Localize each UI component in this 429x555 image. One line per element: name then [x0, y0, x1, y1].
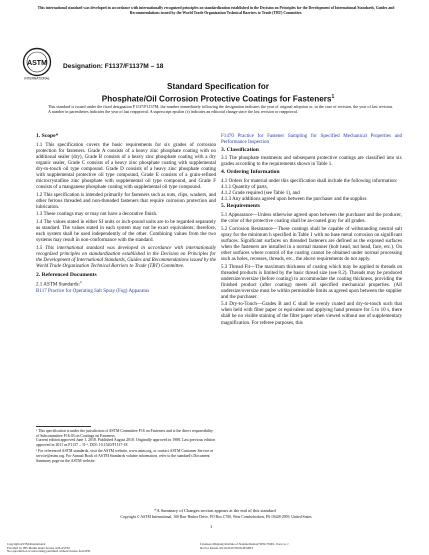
- license-notice-right: Licensee=Zhejiang Institute of Standardization/5959176001, User=w, J Not for Resale, 09/10/2019 00:06:48 MDT: [200, 542, 289, 550]
- para-1-5: 1.5 This international standard was developed in accordance with internationally recognized principles on standardization established in the Decision on Principles for the Development of International Standards, Guides and Recommendations issued by the World Trade Organization Technical Barriers to Trade (TBT) Committee.: [36, 244, 216, 269]
- para-4-1-2: 4.1.2 Grade required (see Table 1), and: [221, 189, 300, 196]
- footnote-1: ¹ This specification is under the jurisdiction of ASTM Committee F16 on Fasteners and is the direct responsibility of Subcommittee F16.03 on Coatings on Fasteners.: [36, 429, 214, 438]
- footnote-divider: [36, 426, 91, 427]
- standard-header-note: This international standard was developed in accordance with internationally recognized principles on standardization established in the Decision on Principles for the Development of International Standards, Guides and Recommendations issued by the World Trade Organization Technical Barriers to Trade (TBT) Committee.: [37, 6, 395, 15]
- para-5-4: 5.4 Dry-to-Touch—Grades B and C shall be evenly coated and dry-to-touch such that when held with filter paper or equivalent and applying hand pressure for 5 to 10 s, there shall be no visible staining of the filter paper when viewed without use of supplementary magnification. For referee purposes, this: [221, 301, 402, 326]
- para-4-1-3: 4.1.3 Any additions agreed upon between the purchaser and the supplier.: [221, 195, 368, 202]
- para-1-3: 1.3 These coatings may or may not have a decorative finish.: [36, 211, 158, 218]
- left-column: [36, 133, 216, 294]
- designation: Designation: F1137/F1137M – 18: [63, 63, 164, 70]
- ref-f1470-link[interactable]: F1470 Practice for Fastener Sampling for Specified Mechanical Properties and Performance Inspection: [221, 133, 402, 146]
- para-3-1: 3.1 The phosphate treatments and subsequent protective coatings are classified into six grades according to the requirements shown in Table 1.: [221, 155, 402, 168]
- right-column: [221, 133, 402, 326]
- summary-of-changes-note: *A Summary of Changes section appears at the end of this standard: [154, 508, 276, 513]
- footnotes: [36, 426, 216, 463]
- para-2-1: 2.1 ASTM Standards:$^2$: [36, 279, 82, 288]
- ref-b117-link[interactable]: B117 Practice for Operating Salt Spray (Fog) Apparatus: [36, 287, 150, 294]
- title-line-1: Standard Specification for: [167, 82, 269, 91]
- page-number: 1: [210, 524, 213, 529]
- standard-issue-note: This standard is issued under the fixed designation F1137/F1137M; the number immediately following the designation indicates the year of original adoption or, in the case of revision, the year of last revision. A number in parentheses indicates the year of last reapproval. A superscript epsilon (ε) indicates an editorial change since the last revision or reapproval.: [48, 104, 393, 114]
- title-line-2: Phosphate/Oil Corrosion Protective Coatings for Fasteners$^1$: [101, 94, 335, 104]
- svg-text:ASTM: ASTM: [27, 60, 47, 67]
- referenced-documents-heading: 2. Referenced Documents: [36, 271, 97, 278]
- para-5-2: 5.2 Corrosion Resistance—These coatings shall be capable of withstanding neutral salt spray for the minimum h specified in Table 1 with no base metal corrosion on significant surfaces. Significant surfaces on threaded fasteners are defined as the exposed surfaces when the fasteners are installed in a normal manner (bolt head, nut head, face, etc.). On other surfaces where control of the coating cannot be obtained under normal processing such as holes, recesses, threads, etc., the above requirements do not apply.: [221, 225, 402, 262]
- copyright-line: Copyright © ASTM International, 100 Barr Harbor Drive, PO Box C700, West Conshohocken, PA 19428-2959. United States: [120, 515, 312, 519]
- requirements-heading: 5. Requirements: [221, 203, 261, 210]
- footnote-2: ² For referenced ASTM standards, visit the ASTM website, www.astm.org, or contact ASTM Customer Service at service@astm.org. For Annual Book of ASTM Standards volume information, refer to the standard's Document Summary page on the ASTM website.: [36, 449, 213, 463]
- para-1-2: 1.2 This specification is intended primarily for fasteners such as nuts, clips, washers, and other ferrous threaded and non-threaded fasteners that require corrosion protection and lubrication.: [36, 191, 216, 210]
- ordering-information-heading: 4. Ordering Information: [221, 168, 280, 175]
- footnote-1b: Current edition approved June 1, 2018. Published August 2018. Originally approved in 1988. Last previous edition approved in 2011 as F1137 – 11ᵉ¹. DOI: 10.1520/F1137-18.: [36, 438, 215, 448]
- page-title: [48, 82, 388, 105]
- classification-heading: 3. Classification: [221, 146, 259, 153]
- para-1-1: 1.1 This specification covers the basic requirements for six grades of corrosion protection for fasteners. Grade A consists of a heavy zinc phosphate coating with no additional sealer (dry), Grade B consists of a heavy zinc phosphate coating with a dry organic sealer, Grade C consists of a heavy zinc phosphate coating with supplemental dry-to-touch oil type compound. Grade D consists of a heavy zinc phosphate coating with supplemental protective oil type compound, Grade E consists of a grain-refined microcrystalline zinc phosphate with supplemental oil type compound, and Grade F consists of a manganese phosphate coating with supplemental oil type compound.: [36, 141, 216, 190]
- scope-heading: 1. Scope*: [36, 133, 59, 139]
- license-notice-left: Copyright ASTM International Provided by IHS Markit under license with ASTM No reproduction or networking permitted without license from IHS: [7, 542, 91, 554]
- para-5-3: 5.3 Thread Fit—The maximum thickness of coating which may be applied to threads on threaded products is limited by the basic thread size (see 8.2). Threads may be produced undersize/oversize (before coating) to accommodate the coating thickness, providing the finished product (after coating) meets all specified mechanical properties. (All undersize/oversize must be within permissible limits as agreed upon between the supplier and the purchaser.: [221, 263, 402, 300]
- para-5-1: 5.1 Appearance—Unless otherwise agreed upon between the purchaser and the producer, the color of the protective coating shall be as-coated gray for all grades.: [221, 211, 402, 224]
- astm-international-logo-icon: [22, 47, 52, 81]
- para-4-1: 4.1 Orders for material under this specification shall include the following information:: [221, 177, 398, 184]
- para-4-1-1: 4.1.1 Quantity of parts,: [221, 183, 268, 190]
- para-1-4: 1.4 The values stated in either SI units or inch-pound units are to be regarded separately as standard. The values stated in each system may not be exact equivalents; therefore, each system shall be used independently of the other. Combining values from the two systems may result in non-conformance with the standard.: [36, 218, 216, 244]
- svg-text:INTERNATIONAL: INTERNATIONAL: [24, 76, 50, 81]
